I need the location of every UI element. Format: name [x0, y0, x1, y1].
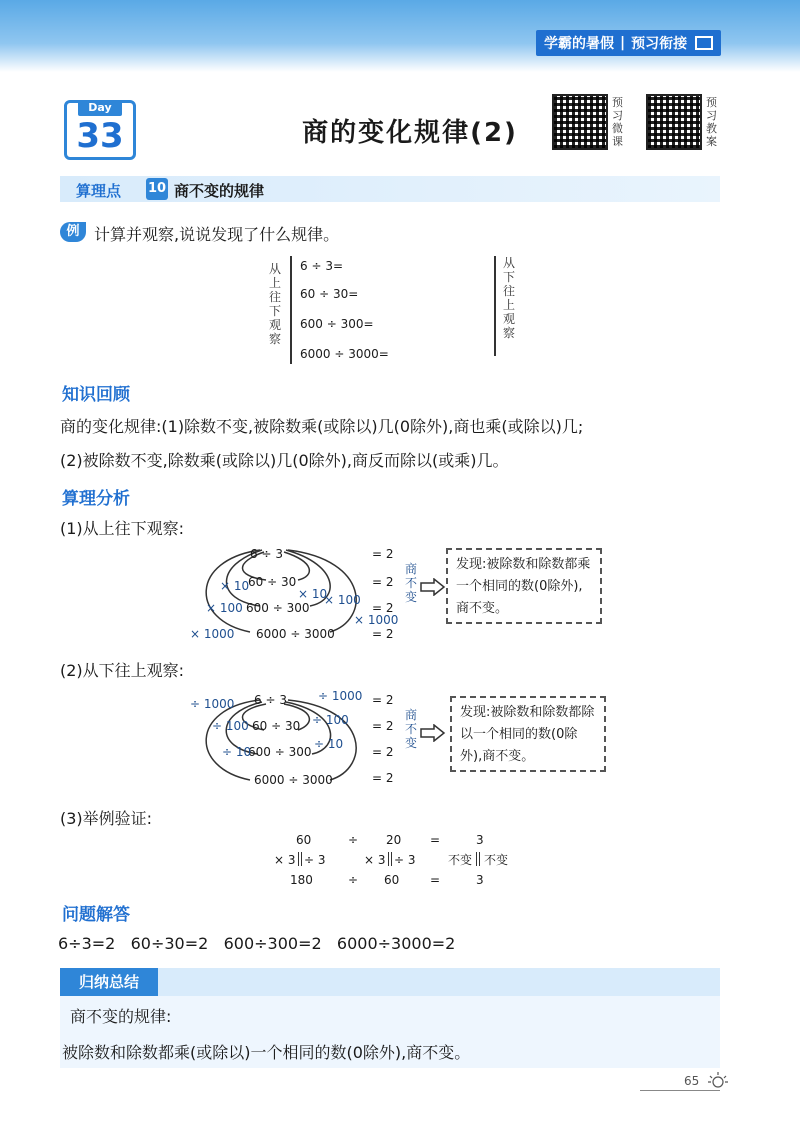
part1-eq: 600 ÷ 300 — [246, 601, 310, 615]
answer-heading: 问题解答 — [62, 905, 130, 925]
part1-op-right: × 100 — [324, 593, 361, 607]
page-title: 商的变化规律(2) — [302, 118, 518, 148]
part2-finding: 发现:被除数和除数都除以一个相同的数(0除外),商不变。 — [450, 696, 606, 772]
day-label: Day — [78, 100, 122, 116]
part2-result: = 2 — [372, 745, 394, 759]
part1-eq: 6000 ÷ 3000 — [256, 627, 335, 641]
section-label: 算理点 — [76, 182, 122, 200]
part1-op-right: × 1000 — [354, 613, 399, 627]
left-vertical-label: 从上往下观察 — [268, 262, 281, 346]
example-eq: 600 ÷ 300= — [300, 317, 374, 331]
part1-op-right: × 10 — [298, 587, 328, 601]
part1-result: = 2 — [372, 575, 394, 589]
verify-bottom: 3 — [476, 873, 484, 887]
arrow-right-icon — [420, 724, 446, 742]
summary-bar — [60, 968, 720, 996]
part2-op-right: ÷ 10 — [314, 737, 344, 751]
verify-top: = — [430, 833, 441, 847]
verify-bottom: 180 — [290, 873, 313, 887]
part2-eq: 60 ÷ 30 — [252, 719, 301, 733]
verify-bar — [388, 852, 392, 866]
section-number: 10 — [146, 178, 168, 200]
verify-top: 60 — [296, 833, 312, 847]
part1-finding: 发现:被除数和除数都乘一个相同的数(0除外),商不变。 — [446, 548, 602, 624]
part1-op-left: × 10 — [220, 579, 250, 593]
review-heading: 知识回顾 — [62, 385, 130, 405]
right-divider — [494, 256, 496, 356]
part2-label: (2)从下往上观察: — [60, 661, 185, 680]
part1-eq: 6 ÷ 3 — [250, 547, 283, 561]
part2-op-left: ÷ 100 — [212, 719, 249, 733]
verify-op: ÷ 3 — [304, 853, 326, 867]
part1-op-left: × 1000 — [190, 627, 235, 641]
verify-bottom: 60 — [384, 873, 400, 887]
analysis-heading: 算理分析 — [62, 489, 130, 509]
part3-label: (3)举例验证: — [60, 809, 153, 828]
verify-top: ÷ — [348, 833, 359, 847]
example-icon: 例 — [60, 222, 86, 242]
arrow-right-icon — [420, 578, 446, 596]
day-number: 33 — [76, 116, 124, 156]
section-name: 商不变的规律 — [174, 182, 265, 200]
part2-op-left: ÷ 1000 — [190, 697, 235, 711]
part2-eq: 600 ÷ 300 — [248, 745, 312, 759]
part1-result: = 2 — [372, 627, 394, 641]
qr-code-icon[interactable] — [646, 94, 702, 150]
part1-eq: 60 ÷ 30 — [248, 575, 297, 589]
series-right: 预习衔接 — [631, 36, 688, 52]
example-eq: 6000 ÷ 3000= — [300, 347, 389, 361]
example-prompt: 计算并观察,说说发现了什么规律。 — [94, 225, 340, 244]
part2-op-right: ÷ 1000 — [318, 689, 363, 703]
part2-result: = 2 — [372, 693, 394, 707]
right-vertical-label: 从下往上观察 — [502, 256, 515, 340]
part1-vertical: 商不变 — [404, 562, 417, 604]
review-line-2: (2)被除数不变,除数乘(或除以)几(0除外),商反而除以(或乘)几。 — [60, 451, 509, 470]
summary-tag: 归纳总结 — [60, 968, 158, 996]
qr-code-icon[interactable] — [552, 94, 608, 150]
example-eq: 60 ÷ 30= — [300, 287, 359, 301]
left-divider — [290, 256, 292, 364]
answer-text: 6÷3=2 60÷30=2 600÷300=2 6000÷3000=2 — [58, 934, 456, 953]
verify-op: ÷ 3 — [394, 853, 416, 867]
part2-vertical: 商不变 — [404, 708, 417, 750]
section-bar — [60, 176, 720, 202]
verify-bar — [476, 852, 480, 866]
series-separator: | — [620, 35, 626, 51]
part2-eq: 6 ÷ 3 — [254, 693, 287, 707]
verify-top: 3 — [476, 833, 484, 847]
verify-op: 不变 — [448, 853, 473, 867]
page-number: 65 — [684, 1074, 700, 1088]
example-eq: 6 ÷ 3= — [300, 259, 344, 273]
part1-result: = 2 — [372, 601, 394, 615]
part2-result: = 2 — [372, 771, 394, 785]
summary-line-1: 商不变的规律: — [70, 1007, 172, 1026]
verify-bottom: = — [430, 873, 441, 887]
verify-op: × 3 — [364, 853, 386, 867]
part1-result: = 2 — [372, 547, 394, 561]
review-line-1: 商的变化规律:(1)除数不变,被除数乘(或除以)几(0除外),商也乘(或除以)几; — [60, 417, 584, 436]
qr-left-label: 预习微课 — [612, 96, 623, 148]
sun-icon — [706, 1070, 734, 1090]
verify-op: × 3 — [274, 853, 296, 867]
part2-eq: 6000 ÷ 3000 — [254, 773, 333, 787]
series-left: 学霸的暑假 — [544, 36, 614, 52]
verify-bottom: ÷ — [348, 873, 359, 887]
verify-top: 20 — [386, 833, 402, 847]
part2-op-left: ÷ 10 — [222, 745, 252, 759]
part1-label: (1)从上往下观察: — [60, 519, 185, 538]
part1-op-left: × 100 — [206, 601, 243, 615]
verify-bar — [298, 852, 302, 866]
summary-line-2: 被除数和除数都乘(或除以)一个相同的数(0除外),商不变。 — [62, 1043, 471, 1062]
page-rule — [640, 1090, 720, 1091]
qr-right-label: 预习教案 — [706, 96, 717, 148]
part2-op-right: ÷ 100 — [312, 713, 349, 727]
book-icon — [695, 36, 713, 50]
series-banner — [536, 30, 721, 56]
part2-result: = 2 — [372, 719, 394, 733]
verify-op: 不变 — [484, 853, 509, 867]
